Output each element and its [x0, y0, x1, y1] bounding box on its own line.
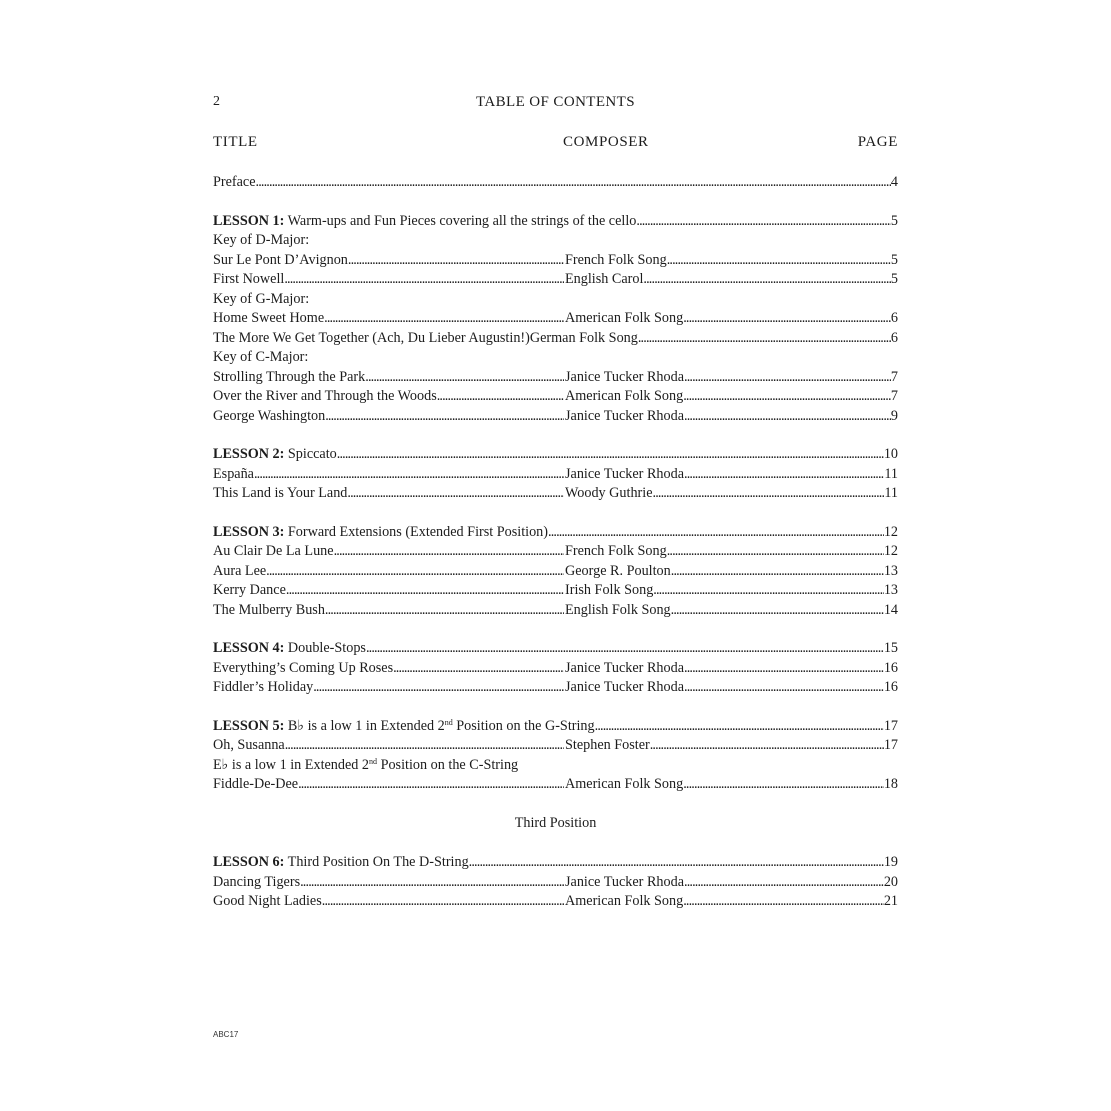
lesson-label: LESSON 2:: [213, 446, 285, 462]
song-row: [213, 309, 898, 329]
lesson-title: [213, 445, 337, 465]
dot-leader: [286, 581, 564, 601]
song-composer: German Folk Song: [529, 329, 638, 346]
song-title: Everything’s Coming Up Roses: [213, 659, 394, 676]
lesson-title: [213, 853, 469, 873]
dot-leader: [337, 445, 884, 465]
song-title: Sur Le Pont D’Avignon: [213, 251, 348, 268]
column-header-page: PAGE: [857, 134, 898, 150]
entry-title: Preface: [213, 174, 256, 190]
song-composer: English Folk Song: [565, 601, 671, 618]
entry-page: 5: [890, 212, 898, 229]
song-page: 18: [883, 776, 898, 792]
lesson-description: Spiccato: [284, 446, 337, 462]
song-title: España: [213, 465, 254, 482]
song-title: Kerry Dance: [213, 582, 286, 598]
song-row: [213, 601, 898, 621]
song-page: 14: [883, 601, 898, 618]
song-title: Oh, Susanna: [213, 737, 285, 753]
song-row: [213, 892, 898, 912]
song-title: Strolling Through the Park: [213, 368, 366, 385]
song-page: 7: [890, 388, 898, 404]
entry-page: 17: [883, 717, 898, 734]
dot-leader: [653, 484, 885, 504]
dot-leader: [366, 639, 884, 659]
song-row: [213, 329, 898, 349]
song-page: 9: [890, 407, 898, 424]
lesson-label: LESSON 6:: [213, 854, 285, 870]
song-page: 6: [890, 310, 898, 326]
lesson-label: LESSON 1:: [213, 212, 285, 229]
song-composer: French Folk Song: [565, 543, 667, 559]
dot-leader: [324, 309, 564, 329]
lesson-label: LESSON 5:: [213, 717, 285, 734]
song-composer: French Folk Song: [565, 251, 667, 268]
entry-page: 4: [890, 174, 898, 190]
song-composer: Stephen Foster: [565, 737, 650, 753]
dot-leader: [325, 407, 564, 427]
lesson-label: LESSON 4:: [213, 640, 285, 656]
song-title: Fiddler’s Holiday: [213, 679, 314, 695]
dot-leader: [643, 270, 890, 290]
song-row: [213, 484, 898, 504]
dot-leader: [638, 329, 891, 349]
entry-page: 19: [883, 854, 898, 870]
toc-list: [213, 173, 898, 912]
song-page: 5: [890, 251, 898, 268]
sub-heading: [213, 756, 898, 776]
entry-page: 12: [883, 523, 898, 540]
song-composer: Woody Guthrie: [565, 485, 653, 501]
song-title: Dancing Tigers: [213, 873, 301, 890]
dot-leader: [636, 212, 891, 232]
dot-leader: [254, 465, 564, 485]
lesson-description: Double-Stops: [284, 640, 366, 656]
dot-leader: [684, 873, 884, 893]
footer-code: ABC17: [213, 1030, 239, 1039]
toc-entry-preface: [213, 173, 898, 193]
song-row: [213, 465, 898, 485]
song-title: The More We Get Together (Ach, Du Lieber Augustin!): [213, 329, 530, 346]
dot-leader: [348, 251, 564, 271]
dot-leader: [684, 678, 884, 698]
song-composer: Janice Tucker Rhoda: [565, 659, 684, 676]
song-composer: Janice Tucker Rhoda: [565, 679, 684, 695]
lesson-description-part-1: B♭ is a low 1 in Extended 2: [284, 717, 445, 734]
song-title: Home Sweet Home: [213, 310, 325, 326]
song-title: Over the River and Through the Woods: [213, 388, 437, 404]
lesson-heading: [213, 639, 898, 659]
song-page: 21: [883, 893, 898, 909]
dot-leader: [684, 659, 884, 679]
lesson-heading: [213, 445, 898, 465]
dot-leader: [469, 853, 884, 873]
lesson-heading: [213, 853, 898, 873]
song-row: [213, 387, 898, 407]
dot-leader: [300, 873, 564, 893]
page-title: TABLE OF CONTENTS: [476, 94, 635, 110]
key-heading: Key of D-Major:: [213, 232, 310, 248]
section-heading-third-position: Third Position: [514, 814, 597, 831]
song-page: 12: [883, 543, 898, 559]
song-row: [213, 581, 898, 601]
key-heading: Key of C-Major:: [213, 349, 309, 365]
lesson-heading: [213, 717, 898, 737]
song-page: 13: [883, 562, 898, 579]
dot-leader: [684, 407, 891, 427]
song-composer: Janice Tucker Rhoda: [565, 407, 684, 424]
song-page: 5: [890, 271, 898, 287]
lesson-description: Warm-ups and Fun Pieces covering all the strings of the cello: [284, 212, 637, 229]
dot-leader: [325, 601, 564, 621]
sub-heading-part-1: E♭ is a low 1 in Extended 2: [213, 756, 370, 773]
dot-leader: [256, 173, 891, 193]
song-title: Fiddle-De-Dee: [213, 776, 299, 792]
lesson-title: [213, 523, 548, 543]
song-page: 20: [883, 873, 898, 890]
lesson-label: LESSON 3:: [213, 523, 285, 540]
song-row: [213, 873, 898, 893]
dot-leader: [595, 717, 884, 737]
lesson-description: Forward Extensions (Extended First Position): [284, 523, 548, 540]
song-title: The Mulberry Bush: [213, 601, 325, 618]
song-composer: American Folk Song: [565, 893, 684, 909]
song-composer: American Folk Song: [565, 776, 684, 792]
dot-leader: [671, 601, 884, 621]
ordinal-suffix: nd: [369, 756, 378, 766]
dot-leader: [322, 892, 564, 912]
page-number: 2: [213, 94, 220, 109]
song-page: 13: [883, 582, 898, 598]
song-composer: Janice Tucker Rhoda: [565, 368, 684, 385]
dot-leader: [347, 484, 564, 504]
song-row: [213, 775, 898, 795]
dot-leader: [285, 736, 564, 756]
dot-leader: [684, 368, 891, 388]
song-row: [213, 368, 898, 388]
song-title: Au Clair De La Lune: [213, 543, 334, 559]
dot-leader: [548, 523, 884, 543]
dot-leader: [650, 736, 884, 756]
song-page: 16: [883, 659, 898, 676]
dot-leader: [393, 659, 564, 679]
dot-leader: [667, 251, 891, 271]
entry-page: 10: [883, 446, 898, 462]
lesson-title: [213, 639, 366, 659]
lesson-description: Third Position On The D-String: [284, 854, 469, 870]
song-composer: American Folk Song: [565, 310, 684, 326]
lesson-heading: [213, 212, 898, 232]
lesson-heading: [213, 523, 898, 543]
song-page: 7: [890, 368, 898, 385]
dot-leader: [667, 542, 884, 562]
dot-leader: [683, 309, 891, 329]
dot-leader: [683, 775, 884, 795]
song-page: 11: [884, 485, 898, 501]
ordinal-suffix: nd: [444, 717, 453, 727]
dot-leader: [653, 581, 884, 601]
dot-leader: [683, 387, 891, 407]
column-header-composer: COMPOSER: [563, 134, 649, 150]
column-header-title: TITLE: [213, 134, 258, 150]
dot-leader: [683, 892, 884, 912]
song-row: [213, 562, 898, 582]
dot-leader: [334, 542, 564, 562]
song-row: [213, 678, 898, 698]
song-row: [213, 270, 898, 290]
dot-leader: [298, 775, 564, 795]
song-composer: Janice Tucker Rhoda: [565, 873, 684, 890]
lesson-title: [213, 212, 636, 232]
song-title: Aura Lee: [213, 562, 267, 579]
dot-leader: [284, 270, 564, 290]
dot-leader: [671, 562, 884, 582]
song-title: George Washington: [213, 407, 326, 424]
song-title: This Land is Your Land: [213, 485, 348, 501]
entry-page: 15: [883, 640, 898, 656]
song-composer: Janice Tucker Rhoda: [565, 465, 684, 482]
lesson-title: [213, 717, 595, 737]
song-row: [213, 542, 898, 562]
dot-leader: [365, 368, 564, 388]
song-composer: English Carol: [565, 271, 644, 287]
dot-leader: [266, 562, 564, 582]
song-title: First Nowell: [213, 271, 285, 287]
song-row: [213, 736, 898, 756]
song-page: 11: [884, 465, 898, 482]
song-row: [213, 659, 898, 679]
dot-leader: [313, 678, 564, 698]
dot-leader: [437, 387, 564, 407]
key-heading: Key of G-Major:: [213, 290, 310, 307]
song-page: 17: [883, 737, 898, 753]
song-composer: George R. Poulton: [565, 562, 671, 579]
song-composer: Irish Folk Song: [565, 582, 654, 598]
song-title: Good Night Ladies: [213, 893, 322, 909]
lesson-description-part-2: Position on the G-String: [452, 717, 595, 734]
song-page: 16: [883, 679, 898, 695]
song-composer: American Folk Song: [565, 388, 684, 404]
song-row: [213, 407, 898, 427]
song-row: [213, 251, 898, 271]
song-page: 6: [890, 329, 898, 346]
dot-leader: [684, 465, 884, 485]
sub-heading-part-2: Position on the C-String: [377, 756, 519, 773]
